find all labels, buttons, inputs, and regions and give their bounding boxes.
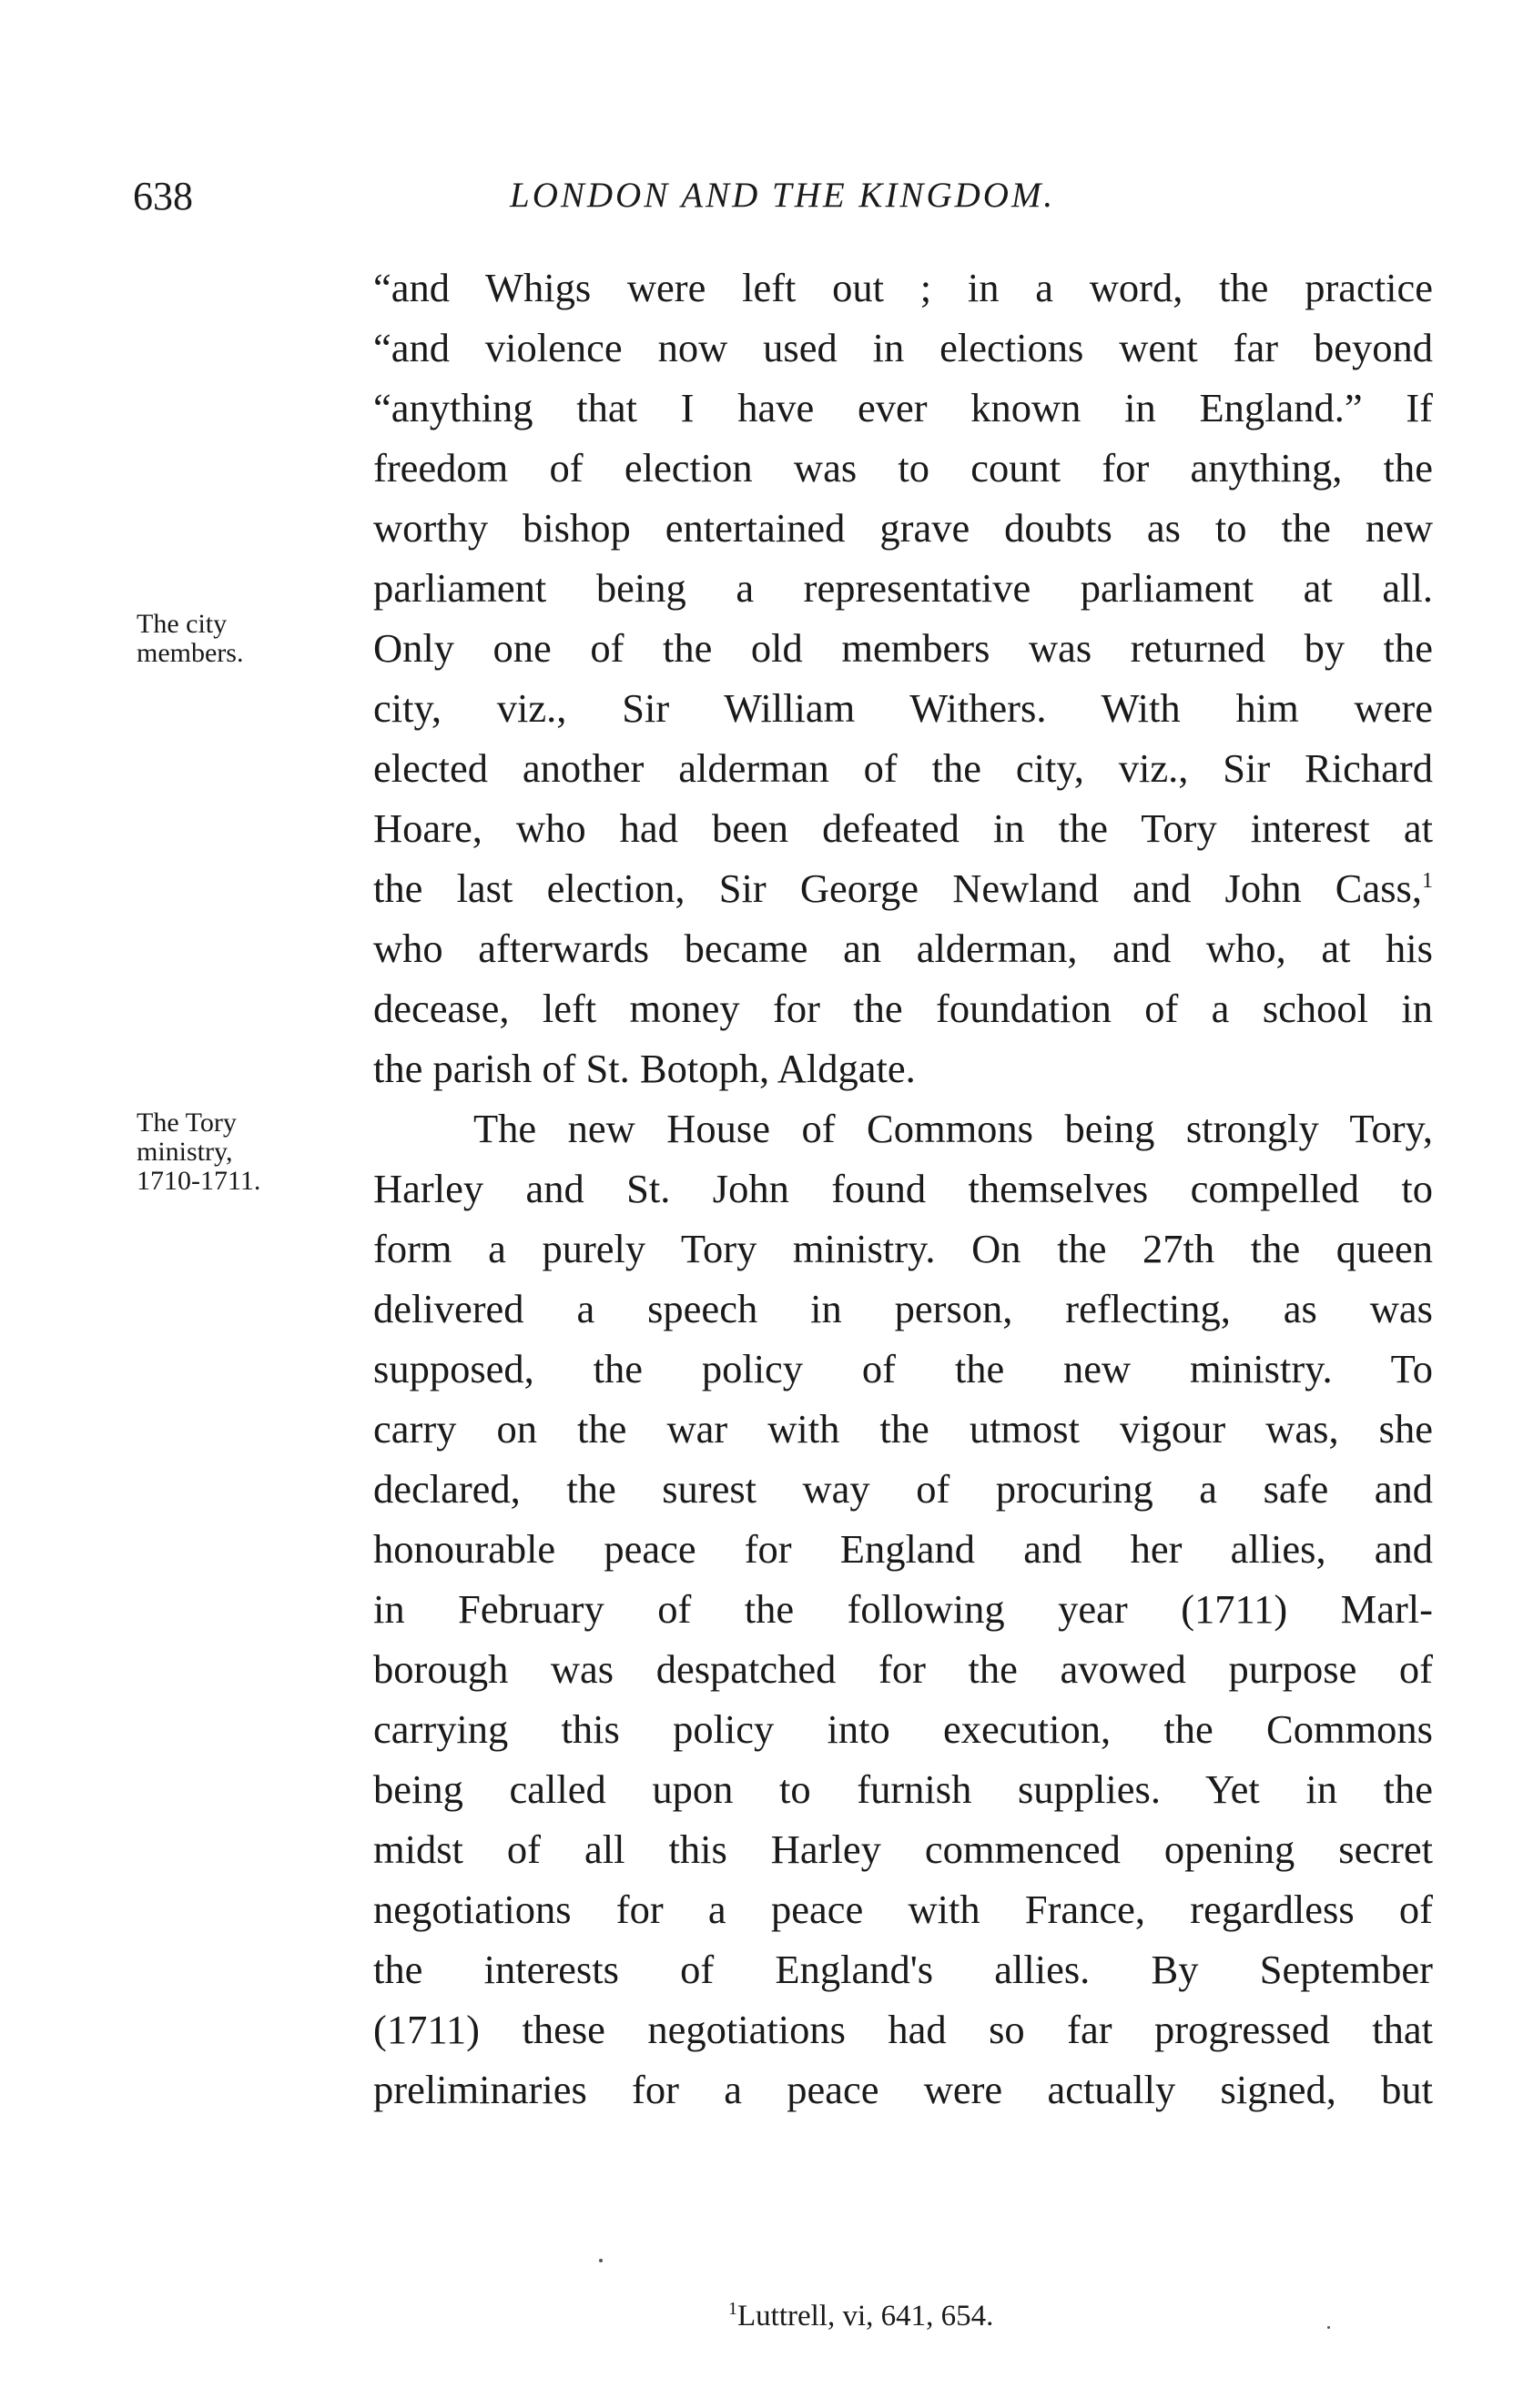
text-line: the parish of St. Botoph, Aldgate. <box>373 1046 916 1091</box>
text-line-content: the last election, Sir George Newland and John Cass, <box>373 865 1422 911</box>
text-line: Hoare, who had been defeated in the Tory interest at <box>373 805 1433 851</box>
text-line: honourable peace for England and her allies, and <box>373 1526 1433 1572</box>
margin-note-line: The Tory <box>137 1108 237 1138</box>
footnote-text: Luttrell, vi, 641, 654. <box>737 2300 994 2332</box>
text-line: worthy bishop entertained grave doubts as to the new <box>373 505 1433 551</box>
text-line: supposed, the policy of the new ministry. To <box>373 1346 1433 1391</box>
text-line: being called upon to furnish supplies. Yet in the <box>373 1766 1433 1812</box>
text-line: in February of the following year (1711) Marl- <box>373 1586 1433 1632</box>
margin-note-line: 1710-1711. <box>137 1166 261 1196</box>
margin-note-line: The city <box>137 609 228 639</box>
text-line-with-footnote-ref <box>373 858 1433 918</box>
text-line: (1711) these negotiations had so far progressed that <box>373 2007 1433 2052</box>
text-line: The new House of Commons being strongly Tory, <box>473 1106 1433 1151</box>
text-line: preliminaries for a peace were actually signed, but <box>373 2067 1433 2112</box>
text-line: “anything that I have ever known in England.” If <box>373 385 1433 430</box>
running-head: LONDON AND THE KINGDOM. <box>510 176 1056 215</box>
footnote-marker: 1 <box>728 2299 737 2319</box>
margin-note-line: members. <box>137 638 244 668</box>
text-line: “and Whigs were left out ; in a word, the practice <box>373 265 1433 310</box>
text-line: carrying this policy into execution, the Commons <box>373 1706 1433 1752</box>
text-line: negotiations for a peace with France, regardless of <box>373 1887 1433 1932</box>
margin-note-city-members <box>137 610 243 668</box>
text-line: Only one of the old members was returned by the <box>373 625 1433 671</box>
text-line: elected another alderman of the city, viz., Sir Richard <box>373 745 1433 791</box>
text-line: parliament being a representative parliament at all. <box>373 565 1433 611</box>
print-speck <box>1327 2326 1330 2329</box>
margin-note-tory-ministry <box>137 1108 260 1196</box>
text-line: midst of all this Harley commenced opening secret <box>373 1826 1433 1872</box>
text-line: delivered a speech in person, reflecting, as was <box>373 1286 1433 1331</box>
text-line: the interests of England's allies. By September <box>373 1947 1433 1992</box>
text-line: carry on the war with the utmost vigour was, she <box>373 1406 1433 1452</box>
page-number: 638 <box>133 174 193 218</box>
footnote <box>728 2299 993 2333</box>
footnote-ref: 1 <box>1422 869 1433 894</box>
text-line: form a purely Tory ministry. On the 27th the queen <box>373 1226 1433 1271</box>
text-line: Harley and St. John found themselves compelled to <box>373 1166 1433 1211</box>
margin-note-line: ministry, <box>137 1137 233 1167</box>
text-line: declared, the surest way of procuring a safe and <box>373 1466 1433 1512</box>
text-line: decease, left money for the foundation of a school in <box>373 986 1433 1031</box>
text-line: city, viz., Sir William Withers. With him were <box>373 685 1433 731</box>
print-speck <box>599 2259 603 2262</box>
text-line: freedom of election was to count for anything, the <box>373 445 1433 491</box>
text-line: who afterwards became an alderman, and who, at his <box>373 926 1433 971</box>
text-line: “and violence now used in elections went far beyond <box>373 325 1433 370</box>
text-line: borough was despatched for the avowed purpose of <box>373 1646 1433 1692</box>
